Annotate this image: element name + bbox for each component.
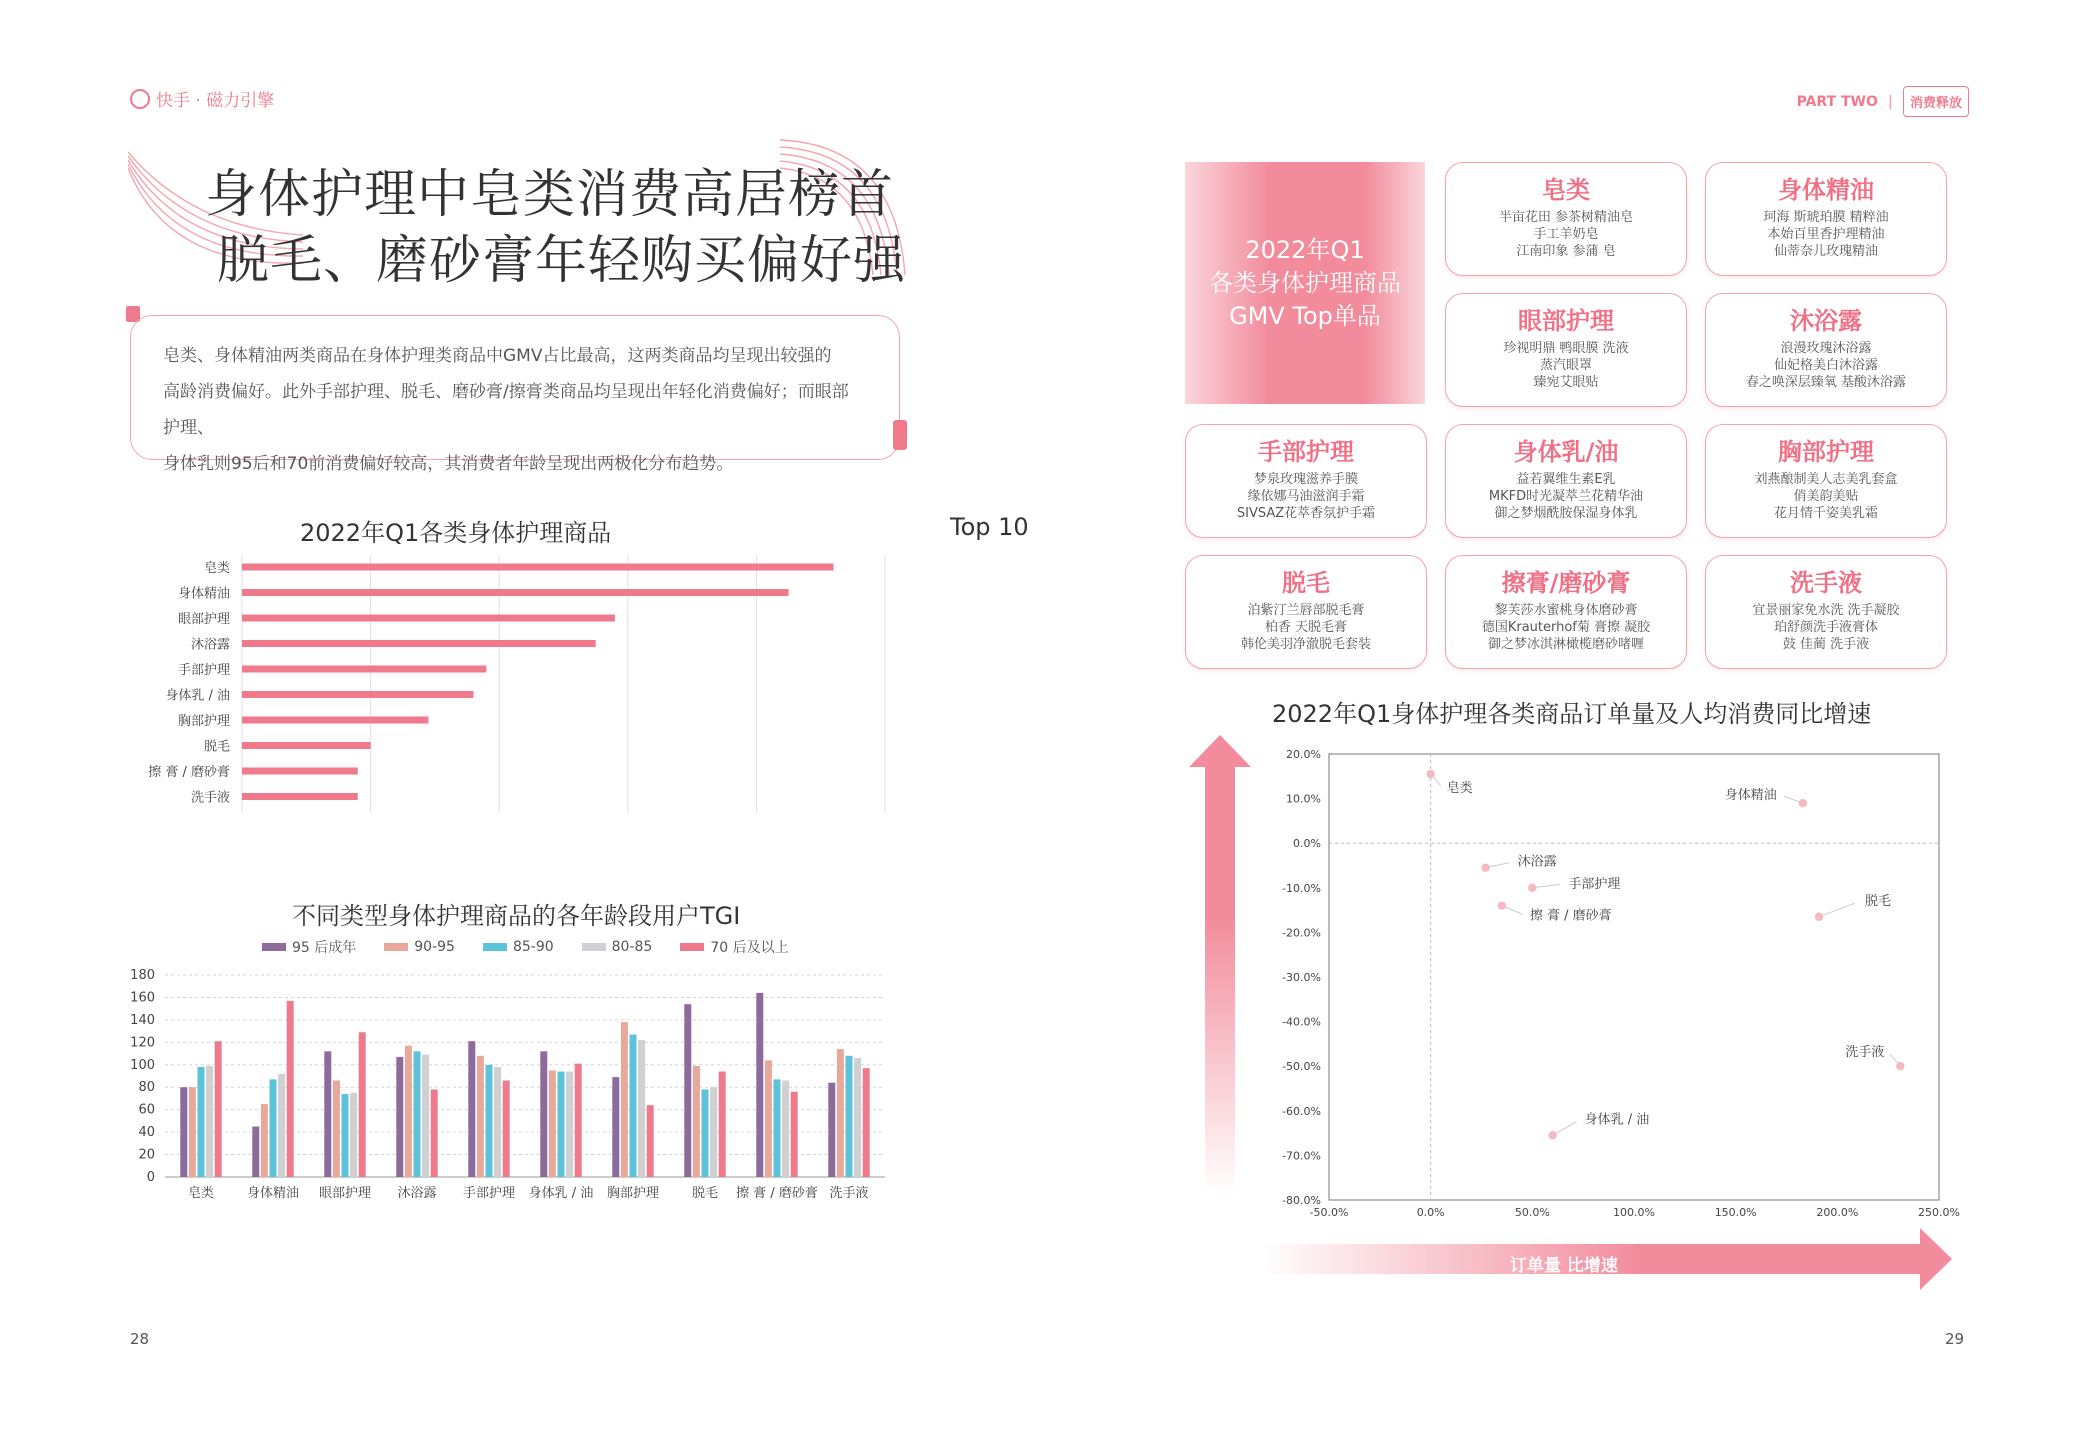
hero-line-1: 2022年Q1	[1245, 236, 1365, 264]
card-item: SIVSAZ花萃香氛护手霜	[1236, 506, 1376, 521]
scatter-point-label: 身体精油	[1724, 788, 1777, 804]
scatter-y-tick: -70.0%	[1282, 1149, 1321, 1163]
intro-line-2: 高龄消费偏好。此外手部护理、脱毛、磨砂膏/擦膏类商品均呈现出年轻化消费偏好；而眼部护理、	[163, 382, 849, 438]
tgi-bar	[575, 1064, 582, 1177]
hbar-bar	[242, 717, 428, 724]
legend-item	[384, 937, 455, 957]
hbar-category-label: 手部护理	[177, 663, 230, 678]
tgi-bar	[350, 1093, 357, 1177]
tgi-bar	[638, 1040, 645, 1177]
tgi-bar	[342, 1094, 349, 1177]
page-number-right: 29	[1945, 1330, 1965, 1348]
card-title: 身体精油	[1778, 176, 1874, 204]
tgi-y-tick: 160	[130, 990, 155, 1006]
tgi-category-label: 眼部护理	[318, 1186, 372, 1201]
scatter-y-tick: 10.0%	[1286, 792, 1321, 806]
legend-swatch	[582, 943, 606, 951]
card-item: 柏香 天脱毛膏	[1264, 620, 1348, 635]
tgi-bar	[782, 1080, 789, 1177]
card-item: 俏美韵美贴	[1793, 489, 1859, 504]
lipstick-icon	[893, 420, 907, 450]
card-title: 皂类	[1542, 176, 1590, 204]
card-title: 擦膏/磨砂膏	[1501, 569, 1631, 597]
tgi-bar	[468, 1041, 475, 1177]
card-item: 仙蒂奈儿玫瑰精油	[1773, 244, 1878, 259]
tgi-bar	[566, 1072, 573, 1177]
tgi-bar	[486, 1065, 493, 1177]
tgi-bar	[494, 1067, 501, 1177]
hbar-category-label: 身体精油	[177, 586, 230, 602]
card-item: 仙妃格美白沐浴露	[1773, 358, 1878, 373]
tgi-category-label: 手部护理	[462, 1186, 516, 1201]
gmv-hero-block	[1185, 162, 1425, 404]
tgi-bar	[287, 1001, 294, 1177]
scatter-point-label: 擦 膏 / 磨砂膏	[1529, 908, 1612, 924]
scatter-point	[1815, 913, 1823, 921]
scatter-y-tick: 20.0%	[1286, 748, 1321, 761]
scatter-x-tick: -50.0%	[1309, 1206, 1349, 1219]
scatter-point	[1481, 864, 1489, 872]
tgi-category-label: 洗手液	[829, 1186, 869, 1201]
hero-line-2: 各类身体护理商品	[1209, 269, 1401, 297]
tgi-bar	[261, 1104, 268, 1177]
tgi-bar	[791, 1092, 798, 1177]
hbar-bar	[242, 615, 615, 622]
tgi-bar	[431, 1089, 438, 1177]
legend-item	[680, 937, 788, 957]
hbar-bar	[242, 589, 789, 596]
part-label: PART TWO	[1796, 93, 1878, 110]
part-divider: |	[1887, 93, 1893, 110]
tgi-bar	[621, 1022, 628, 1177]
scatter-chart-title: 2022年Q1身体护理各类商品订单量及人均消费同比增速	[1272, 700, 1872, 728]
card-item: 宜景丽家免水洗 洗手凝胶	[1752, 603, 1900, 618]
card-item: 臻宛艾眼贴	[1533, 375, 1599, 390]
hbar-bar	[242, 564, 834, 571]
hbar-bar	[242, 666, 486, 673]
card-item: 缘依娜马油滋润手霜	[1247, 489, 1365, 504]
product-card	[1705, 162, 1947, 276]
title-line-1: 身体护理中皂类消费高居榜首	[205, 165, 895, 225]
hbar-bar	[242, 793, 358, 800]
product-card	[1445, 162, 1687, 276]
hbar-bar	[242, 742, 371, 749]
tgi-bar	[359, 1032, 366, 1177]
tgi-bar	[180, 1087, 187, 1177]
x-axis-arrow-label: 订单量 比增速	[1510, 1256, 1618, 1276]
legend-label: 80-85	[611, 939, 653, 955]
product-card	[1705, 555, 1947, 669]
card-title: 眼部护理	[1518, 307, 1614, 335]
card-title: 脱毛	[1282, 569, 1330, 597]
scatter-y-tick: -40.0%	[1282, 1015, 1321, 1029]
part-tag: 消费释放	[1903, 86, 1969, 117]
intro-line-3: 身体乳则95后和70前消费偏好较高，其消费者年龄呈现出两极化分布趋势。	[163, 454, 734, 474]
card-item: 春之唤深层臻氧 基酸沐浴露	[1745, 375, 1907, 390]
card-title: 身体乳/油	[1513, 438, 1619, 466]
hbar-category-label: 眼部护理	[177, 612, 230, 627]
card-item: 御之梦冰淇淋橄榄磨砂啫喱	[1487, 637, 1644, 652]
tgi-bar	[549, 1070, 556, 1177]
card-item: 珀舒颜洗手液膏体	[1773, 620, 1878, 635]
card-item: 御之梦烟酰胺保湿身体乳	[1494, 506, 1638, 521]
tgi-bar	[846, 1056, 853, 1177]
legend-item	[582, 937, 653, 957]
tgi-bar	[503, 1080, 510, 1177]
hbar-chart-title-suffix: Top 10	[950, 513, 1029, 541]
card-item: 手工羊奶皂	[1533, 227, 1599, 242]
tgi-bar	[405, 1046, 412, 1177]
hbar-category-label: 身体乳 / 油	[165, 688, 230, 704]
tgi-bar	[693, 1066, 700, 1177]
scatter-x-tick: 250.0%	[1918, 1206, 1960, 1219]
card-item: 泊紫汀兰唇部脱毛膏	[1247, 603, 1365, 618]
scatter-point-label: 身体乳 / 油	[1584, 1112, 1650, 1128]
scatter-point-label: 沐浴露	[1517, 854, 1557, 870]
brand-logo	[130, 86, 274, 111]
tgi-bar	[710, 1087, 717, 1177]
scatter-x-tick: 100.0%	[1613, 1206, 1655, 1219]
hbar-category-label: 洗手液	[190, 790, 230, 806]
tgi-y-tick: 0	[146, 1170, 155, 1185]
tgi-bar	[414, 1051, 421, 1177]
card-title: 胸部护理	[1778, 438, 1874, 466]
scatter-point	[1498, 901, 1506, 909]
tgi-category-label: 沐浴露	[397, 1186, 437, 1201]
tgi-y-tick: 100	[130, 1057, 155, 1073]
scatter-x-tick: 150.0%	[1714, 1206, 1757, 1219]
tgi-bar	[647, 1105, 654, 1177]
tgi-bar	[206, 1066, 213, 1177]
tgi-category-label: 胸部护理	[606, 1186, 660, 1201]
card-item: 刘燕酿制美人志美乳套盒	[1754, 472, 1898, 487]
tgi-y-tick: 40	[138, 1125, 155, 1141]
product-card	[1445, 424, 1687, 538]
intro-box	[130, 315, 900, 474]
tgi-y-tick: 120	[130, 1035, 155, 1051]
card-item: 德国Krauterhof菊 膏擦 凝胶	[1481, 620, 1651, 635]
product-card	[1705, 424, 1947, 538]
tgi-bar	[702, 1089, 709, 1177]
hbar-bar	[242, 691, 473, 698]
scatter-y-tick: 0.0%	[1293, 837, 1321, 851]
card-item: MKFD时光凝萃兰花精华油	[1488, 489, 1644, 504]
tgi-bar	[612, 1077, 619, 1177]
scatter-point	[1426, 770, 1434, 778]
card-item: 韩伦美羽净澈脱毛套装	[1240, 637, 1371, 652]
card-item: 江南印象 参蒲 皂	[1516, 244, 1616, 259]
scatter-y-tick: -60.0%	[1282, 1104, 1321, 1118]
hbar-category-label: 皂类	[203, 561, 230, 576]
card-item: 珍视明鼎 鸭眼膜 洗液	[1503, 341, 1629, 356]
tgi-category-label: 身体乳 / 油	[528, 1186, 594, 1201]
card-item: 黎芙莎水蜜桃身体磨砂膏	[1494, 603, 1638, 618]
tgi-y-tick: 180	[130, 968, 155, 983]
scatter-point	[1799, 799, 1807, 807]
scatter-leader-line	[1819, 903, 1855, 917]
tgi-bar	[278, 1074, 285, 1177]
tgi-bar	[396, 1057, 403, 1177]
y-axis-arrow	[1185, 735, 1255, 1195]
tgi-bar	[333, 1080, 340, 1177]
scatter-y-tick: -50.0%	[1282, 1060, 1321, 1074]
hbar-category-label: 胸部护理	[177, 714, 230, 729]
card-item: 梦泉玫瑰滋养手膜	[1253, 472, 1358, 487]
tgi-category-label: 脱毛	[691, 1186, 719, 1201]
tgi-y-tick: 140	[130, 1012, 155, 1028]
hbar-category-label: 沐浴露	[190, 637, 230, 653]
hbar-chart-title: 2022年Q1各类身体护理商品	[300, 519, 612, 547]
card-title: 沐浴露	[1790, 307, 1862, 335]
scatter-point-label: 洗手液	[1845, 1045, 1885, 1061]
tgi-bar	[756, 993, 763, 1177]
tgi-category-label: 皂类	[187, 1186, 215, 1201]
product-card	[1445, 555, 1687, 669]
card-title: 洗手液	[1790, 569, 1862, 597]
scatter-point	[1548, 1131, 1556, 1139]
card-item: 本始百里香护理精油	[1767, 227, 1885, 242]
hbar-category-label: 脱毛	[203, 739, 230, 755]
tgi-bar	[558, 1072, 565, 1177]
tgi-bar	[252, 1127, 259, 1178]
card-item: 珂海 斯琥珀膜 精粹油	[1763, 210, 1889, 225]
card-item: 益若翼维生素E乳	[1516, 472, 1616, 487]
page-title	[205, 162, 906, 294]
legend-swatch	[262, 943, 286, 951]
tgi-y-tick: 60	[138, 1102, 155, 1118]
tgi-bar	[324, 1051, 331, 1177]
card-item: 花月情千姿美乳霜	[1773, 506, 1878, 521]
scatter-point	[1896, 1062, 1904, 1070]
tgi-bar	[477, 1056, 484, 1177]
scatter-point-label: 手部护理	[1568, 876, 1621, 892]
legend-swatch	[680, 943, 704, 951]
scatter-point-label: 皂类	[1446, 781, 1473, 797]
card-item: 浪漫玫瑰沐浴露	[1780, 341, 1872, 356]
card-title: 手部护理	[1258, 438, 1354, 466]
tgi-bar	[422, 1055, 429, 1177]
tgi-bar	[630, 1034, 637, 1177]
tgi-bar	[828, 1083, 835, 1177]
tgi-y-tick: 20	[138, 1147, 155, 1163]
tgi-y-tick: 80	[138, 1080, 155, 1096]
product-card	[1185, 424, 1427, 538]
page-number-left: 28	[130, 1330, 150, 1348]
scatter-y-tick: -10.0%	[1282, 881, 1321, 895]
title-line-2: 脱毛、磨砂膏年轻购买偏好强	[217, 231, 907, 291]
tgi-category-label: 身体精油	[246, 1186, 300, 1201]
product-card	[1185, 555, 1427, 669]
card-item: 蒸汽眼罩	[1539, 358, 1592, 373]
hero-line-3: GMV Top单品	[1229, 302, 1381, 330]
scatter-x-tick: 0.0%	[1416, 1206, 1445, 1219]
card-item: 鼓 佳蔺 洗手液	[1782, 637, 1870, 652]
tgi-bar	[215, 1041, 222, 1177]
legend-label: 85-90	[512, 939, 554, 955]
card-item: 半亩花田 参茶树精油皂	[1498, 210, 1634, 225]
scatter-y-tick: -20.0%	[1282, 926, 1321, 940]
part-header	[1797, 86, 1969, 117]
tgi-bar	[684, 1004, 691, 1177]
legend-item	[483, 937, 554, 957]
scatter-plot-frame	[1329, 754, 1939, 1200]
legend-item	[262, 937, 356, 957]
scatter-point	[1528, 884, 1536, 892]
hbar-chart	[120, 555, 900, 825]
tgi-chart-title: 不同类型身体护理商品的各年龄段用户TGI	[292, 902, 741, 930]
kuaishou-logo-icon	[130, 89, 150, 109]
product-card	[1445, 293, 1687, 407]
scatter-point-label: 脱毛	[1865, 893, 1892, 909]
legend-label: 90-95	[414, 939, 455, 955]
tgi-bar	[837, 1049, 844, 1177]
tgi-bar	[774, 1079, 781, 1177]
legend-swatch	[483, 943, 507, 951]
hbar-bar	[242, 640, 596, 647]
legend-label: 95 后成年	[292, 940, 357, 956]
tgi-bar	[189, 1087, 196, 1177]
legend-swatch	[384, 943, 408, 951]
tgi-bar	[540, 1051, 547, 1177]
tgi-legend	[262, 937, 789, 957]
tgi-bar	[863, 1068, 870, 1177]
scatter-x-tick: 50.0%	[1514, 1206, 1550, 1219]
scatter-x-tick: 200.0%	[1816, 1206, 1859, 1219]
product-card	[1705, 293, 1947, 407]
scatter-y-tick: -80.0%	[1282, 1194, 1321, 1207]
tgi-bar	[854, 1058, 861, 1177]
tgi-bar	[198, 1067, 205, 1177]
scatter-chart	[1265, 740, 1965, 1220]
tgi-bar	[765, 1060, 772, 1177]
scatter-y-tick: -30.0%	[1282, 971, 1321, 984]
legend-label: 70 后及以上	[710, 940, 789, 956]
tgi-category-label: 擦 膏 / 磨砂膏	[736, 1186, 818, 1201]
intro-line-1: 皂类、身体精油两类商品在身体护理类商品中GMV占比最高，这两类商品均呈现出较强的	[163, 346, 832, 366]
tgi-bar	[270, 1079, 277, 1177]
brand-text: 快手 · 磁力引擎	[156, 91, 275, 111]
tgi-chart	[120, 960, 900, 1210]
hbar-category-label: 擦 膏 / 磨砂膏	[148, 765, 230, 780]
tgi-bar	[719, 1072, 726, 1177]
hbar-bar	[242, 768, 358, 775]
